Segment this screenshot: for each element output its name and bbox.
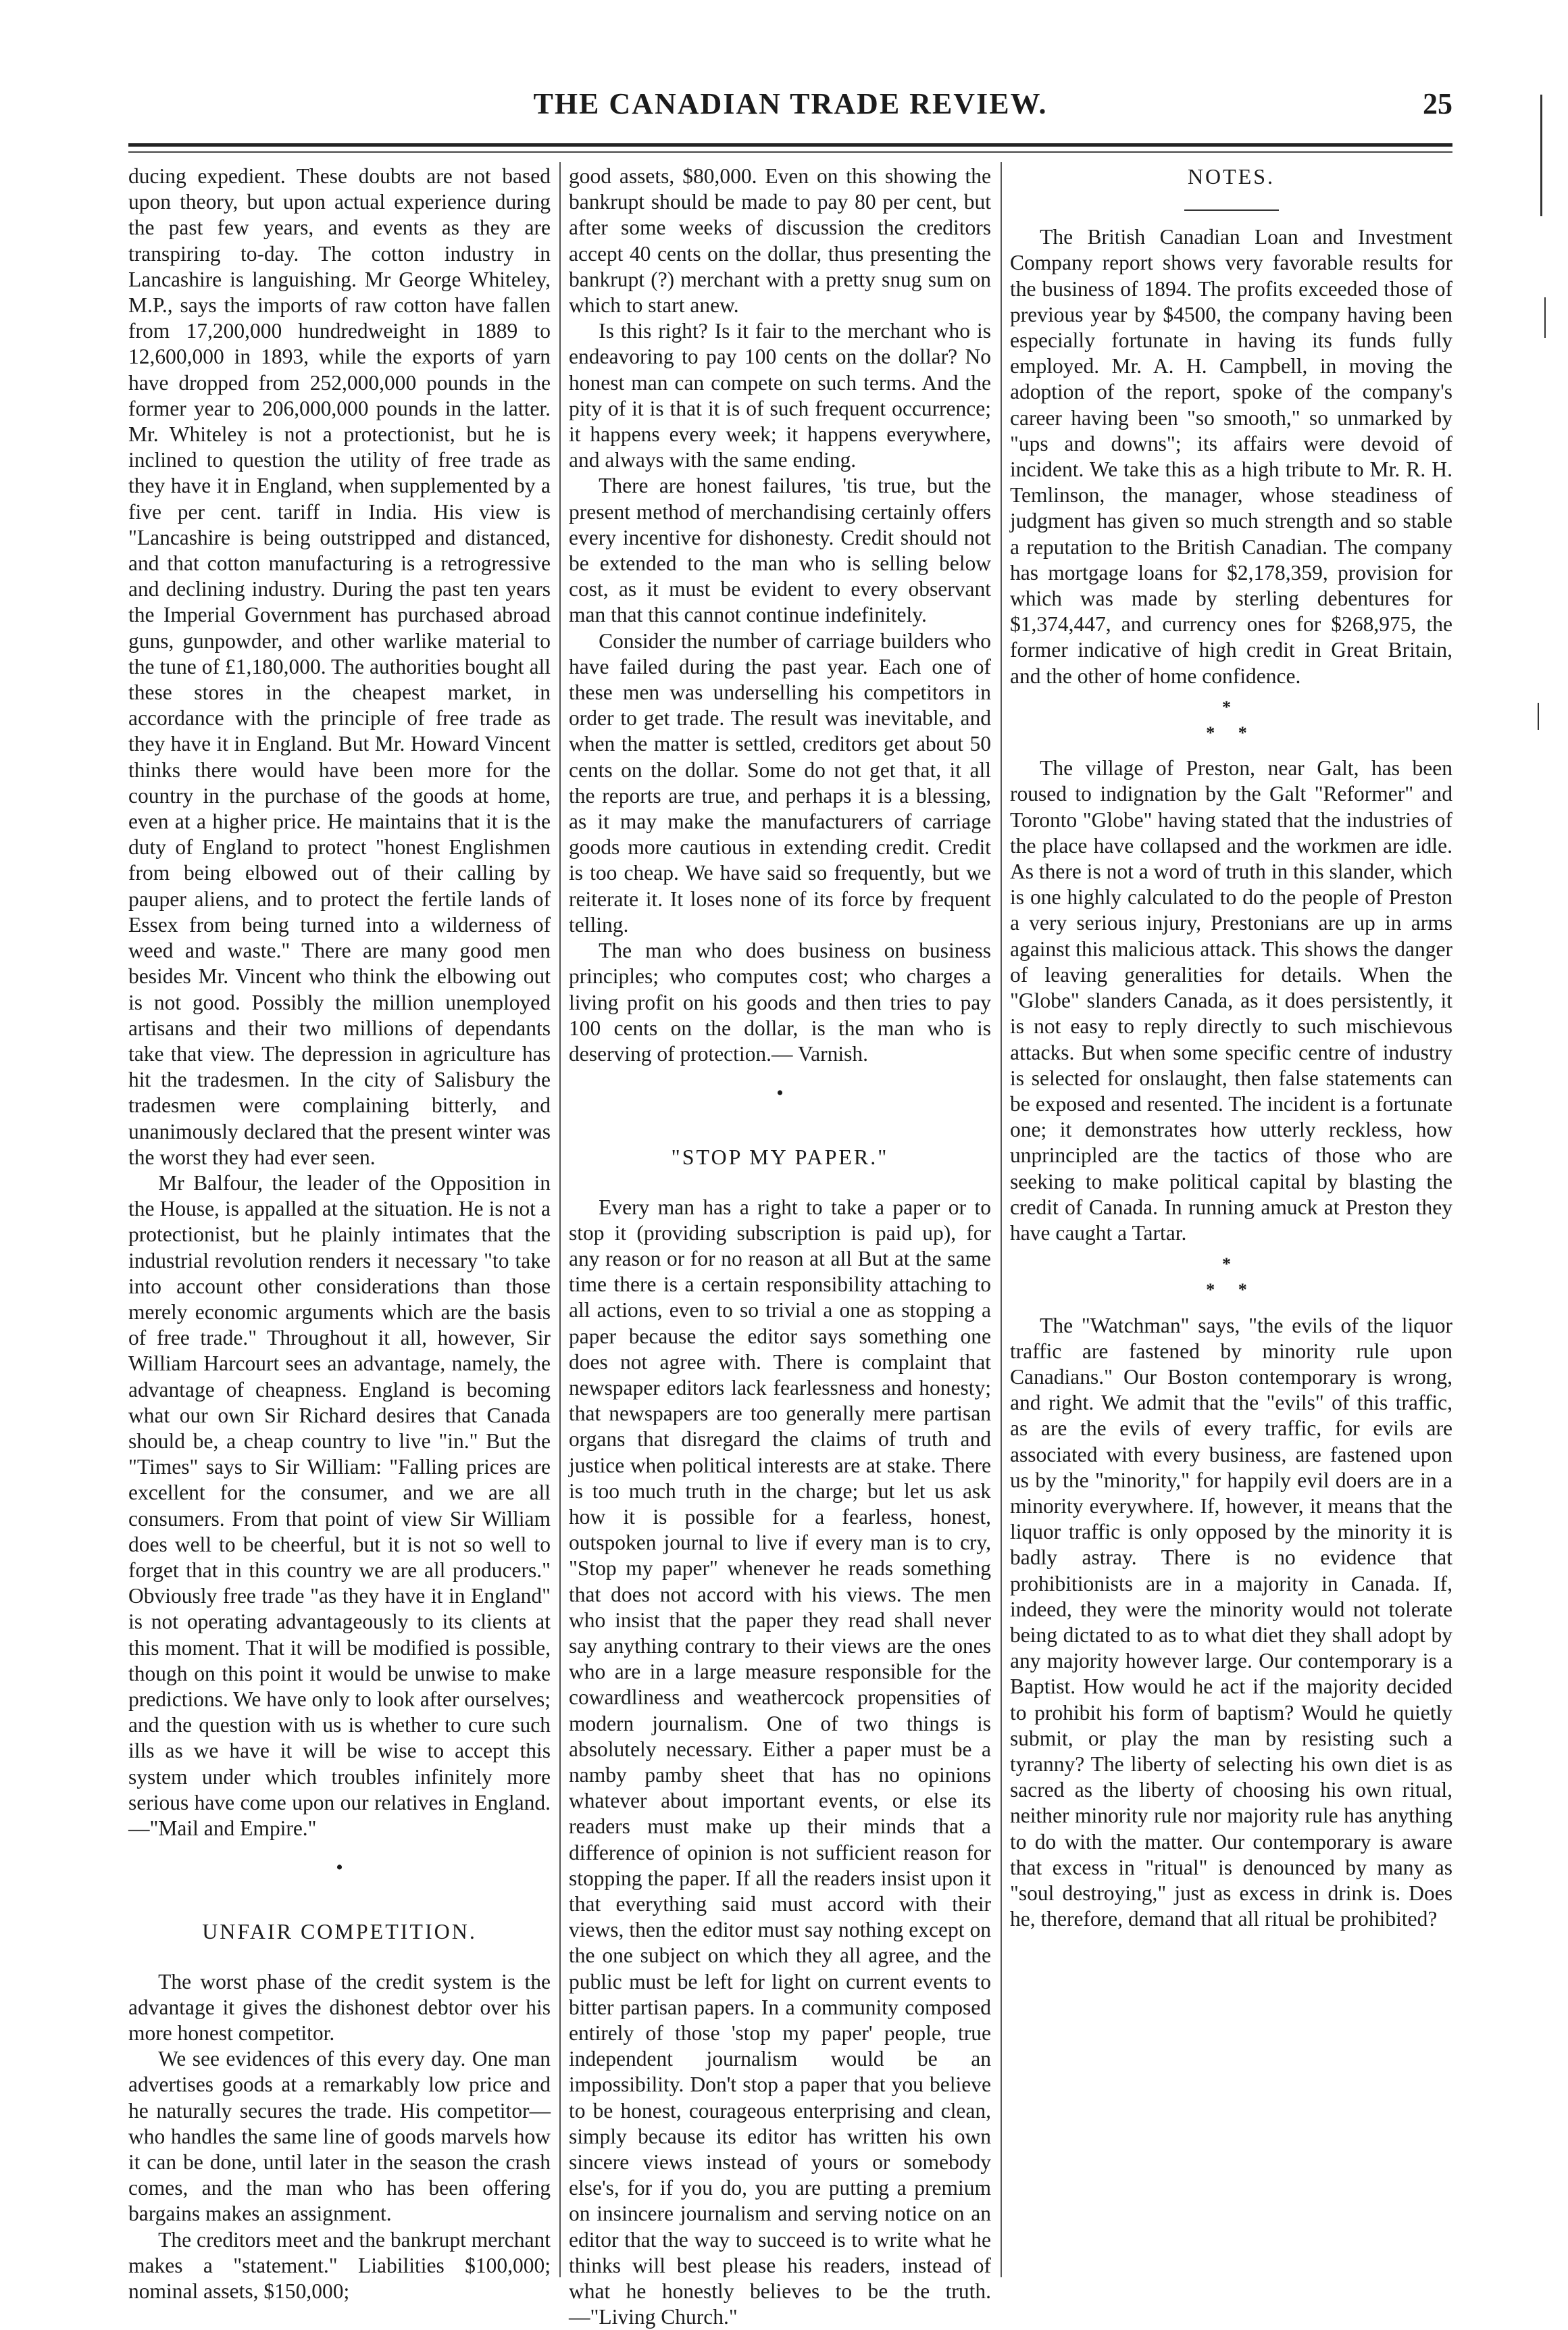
article-end-mark: • — [336, 1856, 343, 1879]
notes-heading: NOTES. — [1187, 164, 1275, 189]
masthead-title: THE CANADIAN TRADE REVIEW. — [533, 87, 1048, 120]
scan-edge-artifact — [1531, 95, 1558, 2257]
note-paragraph: The British Canadian Loan and Investment Company report shows very favorable results for the business of 1894. The profits exceeded those of previous year by $4500, the company having been especially fortunate in having its funds fully employed. Mr. A. H. Campbell, in moving the adoption of the report, spoke of the company's career having been "so smooth," so unmarked by "ups and downs"; its affairs were devoid of incident. We take this as a high tribute to Mr. R. H. Temlinson, the manager, whose steadiness of judgment has given so much strength and so stable a reputation to the British Canadian. The company has mortgage loans for $2,178,359, provision for which was made by sterling debentures for $1,374,447, and currency ones for $268,975, the former indicative of high credit in Great Britain, and the other of home confidence. — [1010, 225, 1452, 688]
column-2 — [569, 164, 991, 2329]
article-heading: "STOP MY PAPER." — [671, 1145, 889, 1170]
article-heading: UNFAIR COMPETITION. — [202, 1919, 477, 1944]
article-paragraph: Is this right? Is it fair to the merchant who is endeavoring to pay 100 cents on the dollar? No honest man can compete on such terms. And the pity of it is that it is of such frequent occurrence; it happens every week; it happens everywhere, and always with the same ending. — [569, 319, 991, 472]
article-paragraph: Mr Balfour, the leader of the Opposition in the House, is appalled at the situation. He is not a protectionist, but he plainly intimates that the industrial revolution renders it necessary "to take into account other considerations than those merely economic arguments which are the basis of free trade." Throughout it all, however, Sir William Harcourt sees an advantage, namely, the advantage of cheapness. England is becoming what our own Sir Richard desires that Canada should be, a cheap country to live "in." But the "Times" says to Sir William: "Falling prices are excellent for the consumer, and we are all consumers. From that point of view Sir William does well to be cheerful, but it is not so well to forget that in this country we are all producers." Obviously free trade "as they have it in England" is not operating advantageously to its clients at this moment. That it will be modified is possible, though on this point it would be unwise to make predictions. We have only to look after ourselves; and the question with us is whether to cure such ills as we have it will be wise to accept this system under which troubles infinitely more serious have come upon our relatives in England. —"Mail and Empire." — [128, 1170, 551, 1840]
column-1 — [128, 164, 551, 2304]
column-divider — [1001, 162, 1002, 2277]
article-paragraph: Consider the number of carriage builders who have failed during the past year. Each one of these men was underselling his competitors in order to get trade. The result was inevitable, and when the matter is settled, creditors get about 50 cents on the dollar. Some do not get that, it all the reports are true, and perhaps it is a blessing, as it may make the manufacturers of carriage goods more cautious in extending credit. Credit is too cheap. We have said so frequently, but we reiterate it. It loses none of its force by frequent telling. — [569, 628, 991, 937]
note-paragraph: The village of Preston, near Galt, has been roused to indignation by the Galt "Reformer" and Toronto "Globe" having stated that the industries of the place have collapsed and the workmen are idle. As there is not a word of truth in this slander, which is one highly calculated to do the people of Preston a very serious injury, Prestonians are up in arms against this malicious attack. This shows the danger of leaving generalities for details. When the "Globe" slanders Canada, as it does persistently, it is not easy to reply directly to such mischievous attacks. But when some specific centre of industry is selected for onslaught, then false statements can be exposed and resented. The incident is a fortunate one; it demonstrates how utterly reckless, how unprincipled are the tactics of those who are seeking to make political capital by blasting the credit of Canada. In running amuck at Preston they have caught a Tartar. — [1010, 756, 1452, 1245]
note-paragraph: The "Watchman" says, "the evils of the liquor traffic are fastened by minority rule upon Canadians." Our Boston contemporary is wrong, and right. We admit that the "evils" of this traffic, as are the evils of every traffic, for evils are associated with every business, are fastened upon us by the "minority," for happily evil doers are in a minority everywhere. If, however, it means that the liquor traffic is only opposed by the minority it is badly astray. There is no evidence that prohibitionists are in a majority in Canada. If, indeed, they were the minority would not tolerate being dictated to as to what diet they shall adopt by any majority however large. Our contemporary is a Baptist. How would he act if the majority decided to prohibit his form of baptism? Would he quietly submit, or play the man by resisting such a tyranny? The liberty of selecting his own diet is as sacred as the liberty of choosing his own ritual, neither minority rule nor majority rule has anything to do with the matter. Our contemporary is aware that excess in "ritual" is denounced by many as "soul destroying," just as excess in drink is. Does he, therefore, demand that all ritual be prohibited? — [1010, 1313, 1452, 1931]
asterism-separator: * * * — [1206, 1254, 1257, 1300]
article-paragraph: ducing expedient. These doubts are not based upon theory, but upon actual experience during the past few years, and events as they are transpiring to-day. The cotton industry in Lancashire is languishing. Mr George Whiteley, M.P., says the imports of raw cotton have fallen from 17,200,000 hundredweight in 1889 to 12,600,000 in 1893, while the exports of yarn have dropped from 252,000,000 pounds in the former year to 206,000,000 pounds in the latter. Mr. Whiteley is not a protectionist, but he is inclined to question the utility of free trade as they have it in England, when supplemented by a five per cent. tariff in India. His view is "Lancashire is being outstripped and distanced, and that cotton manufacturing is a retrogressive and declining industry. During the past ten years the Imperial Government has purchased abroad guns, gunpowder, and other warlike material to the tune of £1,180,000. The authorities bought all these stores in the cheapest market, in accordance with the principle of free trade as they have it in England. But Mr. Howard Vincent thinks there would have been more for the country in the purchase of the goods at home, even at a higher price. He maintains that it is the duty of England to protect "honest Englishmen from being elbowed out of their calling by pauper aliens, and to protect the fertile lands of Essex from being turned into a wilderness of weed and waste." There are many good men besides Mr. Vincent who think the elbowing out is not good. Possibly the million unemployed artisans and their two millions of dependants take that view. The depression in agriculture has hit the tradesmen. In the city of Salisbury the tradesmen were complaining bitterly, and unanimously declared that the present winter was the worst they had ever seen. — [128, 164, 551, 1169]
article-paragraph: The creditors meet and the bankrupt merchant makes a "statement." Liabilities $100,000; nominal assets, $150,000; — [128, 2227, 551, 2304]
column-3 — [1010, 164, 1452, 2272]
article-paragraph: Every man has a right to take a paper or to stop it (providing subscription is paid up), for any reason or for no reason at all But at the same time there is a certain responsibility attaching to all actions, even to so trivial a one as stopping a paper because the editor says something one does not agree with. There is complaint that newspaper editors lack fearlessness and honesty; that newspapers are too generally mere partisan organs that disregard the claims of truth and justice when political interests are at stake. There is too much truth in the charge; but let us ask how it is possible for a fearless, honest, outspoken journal to live if every man is to cry, "Stop my paper" whenever he reads something that does not accord with his views. The men who insist that the paper they read shall never say anything contrary to their views are the ones who are in a large measure responsible for the cowardliness and weathercock propensities of modern journalism. One of two things is absolutely necessary. Either a paper must be a namby pamby sheet that has no opinions whatever about important events, or else its readers must make up their minds that a difference of opinion is not sufficient reason for stopping the paper. If all the readers insist upon it that everything said must accord with their views, then the editor must say nothing except on the one subject on which they all agree, and the public must be left for light on current events to bitter partisan papers. In a community composed entirely of those 'stop my paper' people, true independent journalism would be an impossibility. Don't stop a paper that you believe to be honest, courageous enterprising and clean, simply because its editor has written his own sincere views instead of yours or somebody else's, for if you do, you are putting a premium on insincere journalism and serving notice on an editor that the way to succeed is to write what he thinks will best please his readers, instead of what he honestly believes to be the truth.—"Living Church." — [569, 1195, 991, 2329]
article-paragraph: good assets, $80,000. Even on this showing the bankrupt should be made to pay 80 per cent, but after some weeks of discussion the creditors accept 40 cents on the dollar, thus presenting the bankrupt (?) merchant with a pretty snug sum on which to start anew. — [569, 164, 991, 318]
header-rule-thin — [128, 151, 1452, 153]
notes-rule — [1184, 209, 1279, 211]
header-rule — [128, 143, 1452, 147]
article-paragraph: There are honest failures, 'tis true, but the present method of merchandising certainly offers every incentive for dishonesty. Credit should not be extended to the man who is selling below cost, as it must be evident to every observant man that this cannot continue indefinitely. — [569, 474, 991, 627]
page-number: 25 — [1423, 87, 1452, 120]
article-paragraph: We see evidences of this every day. One man advertises goods at a remarkably low price and he naturally secures the trade. His competitor—who handles the same line of goods marvels how it can be done, until later in the season the crash comes, and the man who has been offering bargains makes an assignment. — [128, 2047, 551, 2226]
article-paragraph: The worst phase of the credit system is the advantage it gives the dishonest debtor over his more honest competitor. — [128, 1969, 551, 2046]
asterism-separator: * * * — [1206, 697, 1257, 743]
article-paragraph: The man who does business on business principles; who computes cost; who charges a living profit on his goods and then tries to pay 100 cents on the dollar, is the man who is deserving of protection.— Varnish. — [569, 939, 991, 1066]
article-end-mark: • — [776, 1082, 784, 1105]
page-header — [128, 86, 1452, 134]
column-divider — [559, 162, 561, 2277]
